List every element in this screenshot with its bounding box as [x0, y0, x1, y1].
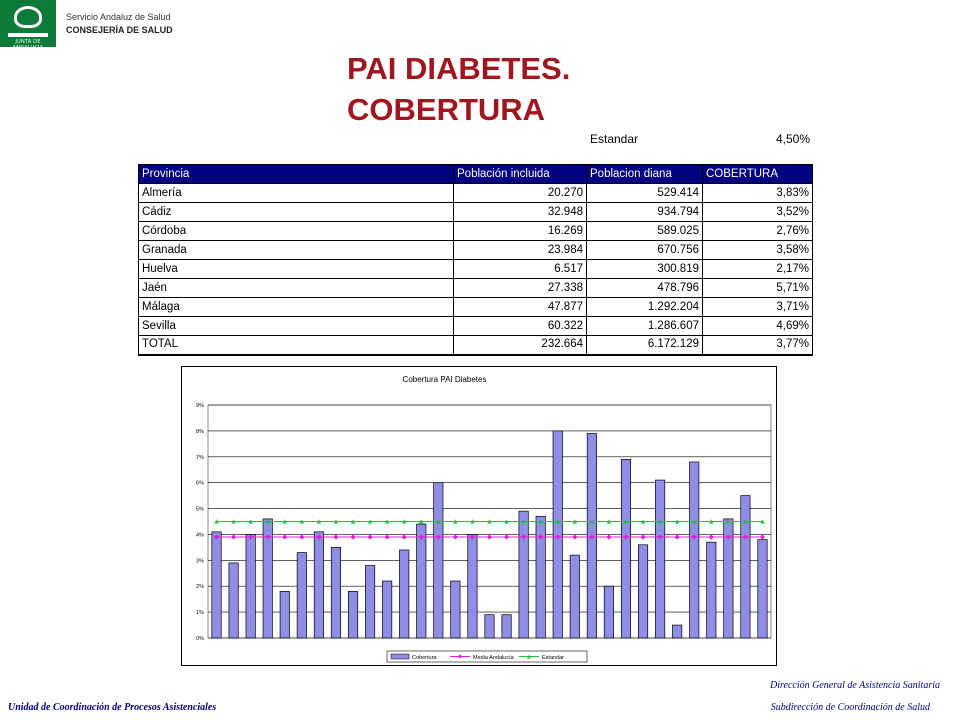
standard-value: 4,50% — [775, 132, 810, 146]
legend-swatch-cobertura — [391, 654, 409, 659]
cobertura-bar — [690, 462, 699, 638]
cell-provincia: Cádiz — [139, 203, 454, 222]
cell-poblacion-diana: 478.796 — [587, 279, 703, 298]
y-tick-label: 0% — [196, 636, 204, 642]
cobertura-bar — [246, 534, 255, 638]
cobertura-bar — [758, 540, 767, 638]
logo — [0, 0, 176, 51]
cobertura-bar — [314, 532, 323, 638]
cell-poblacion-diana: 529.414 — [587, 184, 703, 203]
cobertura-bar — [707, 542, 716, 638]
cell-cobertura: 3,58% — [703, 241, 813, 260]
table-header-row — [139, 165, 813, 184]
cell-poblacion-diana: 1.286.607 — [587, 317, 703, 336]
legend-label-cobertura: Cobertura — [412, 655, 437, 661]
cell-poblacion-incluida: 27.338 — [454, 279, 587, 298]
y-tick-label: 6% — [196, 480, 204, 487]
legend-label-media: Media Andalucía — [473, 655, 514, 661]
cell-cobertura: 5,71% — [703, 279, 813, 298]
cobertura-bar — [655, 480, 664, 638]
cobertura-bar — [502, 615, 511, 638]
title-line1: PAI DIABETES. — [347, 51, 571, 86]
cell-provincia: Jaén — [139, 279, 454, 298]
cobertura-bar — [348, 591, 357, 638]
footer-left: Unidad de Coordinación de Procesos Asistenciales — [8, 702, 217, 713]
cell-cobertura: 3,83% — [703, 184, 813, 203]
y-tick-label: 7% — [196, 454, 204, 461]
y-tick-label: 5% — [196, 506, 204, 513]
cobertura-bar — [604, 586, 613, 638]
cell-poblacion-diana: 670.756 — [587, 241, 703, 260]
cobertura-bar — [417, 524, 426, 638]
cell-cobertura: 4,69% — [703, 317, 813, 336]
cell-provincia: Córdoba — [139, 222, 454, 241]
cell-poblacion-incluida: 23.984 — [454, 241, 587, 260]
table-row — [139, 260, 813, 279]
cell-poblacion-diana: 6.172.129 — [587, 336, 703, 355]
cobertura-bar — [672, 625, 681, 638]
y-tick-label: 9% — [196, 403, 204, 409]
table-row — [139, 203, 813, 222]
coverage-chart — [181, 366, 777, 666]
logo-line2: CONSEJERÍA DE SALUD — [66, 24, 173, 35]
cobertura-bar — [570, 555, 579, 638]
cobertura-bar — [468, 534, 477, 638]
cell-provincia: Granada — [139, 241, 454, 260]
cobertura-bar — [400, 550, 409, 638]
cobertura-bar — [553, 431, 562, 638]
y-tick-label: 3% — [196, 558, 204, 565]
cobertura-bar — [212, 532, 221, 638]
cell-provincia: Málaga — [139, 298, 454, 317]
standard-label: Estandar — [590, 132, 639, 146]
chart-title: Cobertura PAI Diabetes — [402, 375, 487, 384]
cell-poblacion-incluida: 47.877 — [454, 298, 587, 317]
cell-provincia: Almería — [139, 184, 454, 203]
logo-text — [66, 11, 173, 37]
header-provincia: Provincia — [139, 165, 454, 184]
legend-label-estandar: Estandar — [542, 655, 565, 661]
footer-right1: Dirección General de Asistencia Sanitaria — [770, 680, 940, 691]
cell-poblacion-incluida: 60.322 — [454, 317, 587, 336]
cell-poblacion-incluida: 6.517 — [454, 260, 587, 279]
cell-poblacion-diana: 1.292.204 — [587, 298, 703, 317]
coverage-table — [138, 164, 813, 356]
cobertura-bar — [229, 563, 238, 638]
logo-caption: JUNTA DE ANDALUCIA — [12, 39, 44, 51]
cell-poblacion-incluida: 232.664 — [454, 336, 587, 355]
table-row — [139, 241, 813, 260]
table-row — [139, 222, 813, 241]
cell-cobertura: 3,71% — [703, 298, 813, 317]
page-title — [347, 48, 570, 130]
cell-cobertura: 3,52% — [703, 203, 813, 222]
table-total-row — [139, 336, 813, 355]
cell-poblacion-incluida: 32.948 — [454, 203, 587, 222]
logo-line1: Servicio Andaluz de Salud — [66, 11, 171, 22]
cobertura-bar — [621, 459, 630, 638]
y-tick-label: 1% — [196, 610, 204, 617]
cobertura-bar — [365, 566, 374, 638]
header-poblacion-incluida: Población incluida — [454, 165, 587, 184]
table-row — [139, 279, 813, 298]
cell-provincia: TOTAL — [139, 336, 454, 355]
cell-cobertura: 2,17% — [703, 260, 813, 279]
cell-poblacion-incluida: 20.270 — [454, 184, 587, 203]
cobertura-bar — [434, 483, 443, 638]
chart-svg — [182, 367, 778, 667]
header-cobertura: COBERTURA — [703, 165, 813, 184]
cobertura-bar — [331, 547, 340, 638]
cobertura-bar — [485, 615, 494, 638]
cobertura-bar — [280, 591, 289, 638]
y-tick-label: 8% — [196, 428, 204, 435]
table-row — [139, 184, 813, 203]
cell-poblacion-incluida: 16.269 — [454, 222, 587, 241]
cobertura-bar — [519, 511, 528, 638]
header-poblacion-diana: Poblacion diana — [587, 165, 703, 184]
y-tick-label: 4% — [196, 532, 204, 539]
cell-provincia: Huelva — [139, 260, 454, 279]
table-row — [139, 317, 813, 336]
junta-logo-icon — [0, 0, 56, 51]
cobertura-bar — [382, 581, 391, 638]
cobertura-bar — [451, 581, 460, 638]
cell-cobertura: 3,77% — [703, 336, 813, 355]
cell-poblacion-diana: 589.025 — [587, 222, 703, 241]
cobertura-bar — [741, 496, 750, 638]
title-line2: COBERTURA — [347, 92, 546, 127]
cell-poblacion-diana: 300.819 — [587, 260, 703, 279]
cobertura-bar — [297, 553, 306, 638]
y-tick-label: 2% — [196, 584, 204, 591]
footer-right2: Subdirección de Coordinación de Salud — [770, 702, 930, 713]
table-row — [139, 298, 813, 317]
cell-poblacion-diana: 934.794 — [587, 203, 703, 222]
cell-cobertura: 2,76% — [703, 222, 813, 241]
cell-provincia: Sevilla — [139, 317, 454, 336]
cobertura-bar — [638, 545, 647, 638]
